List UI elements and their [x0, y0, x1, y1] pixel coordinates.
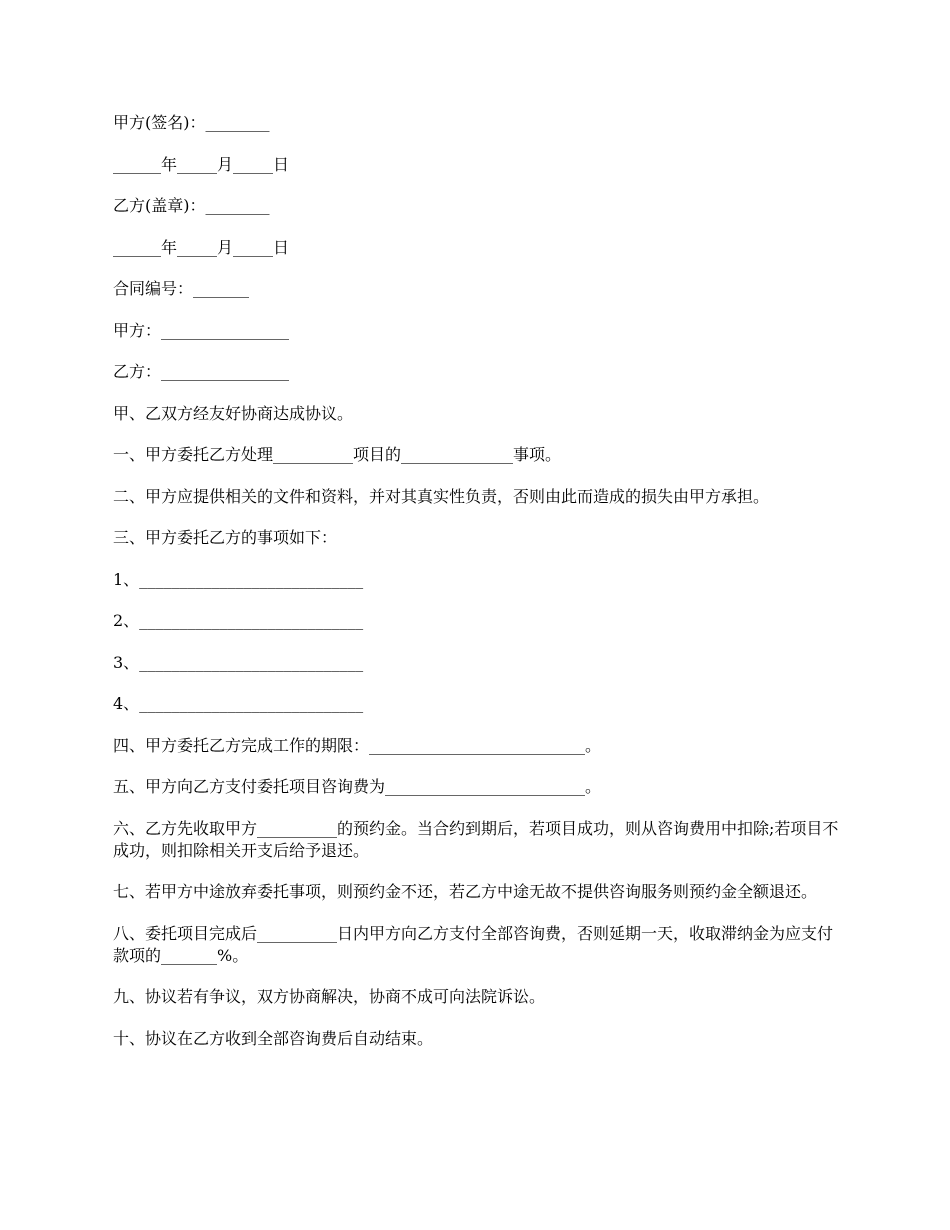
- clause-1: 一、甲方委托乙方处理__________项目的______________事项。: [113, 445, 562, 464]
- clause-7: 七、若甲方中途放弃委托事项，则预约金不还，若乙方中途无故不提供咨询服务则预约金全额退还。: [113, 882, 818, 901]
- document-page: [113, 112, 843, 1069]
- clause-8: 八、委托项目完成后__________日内甲方向乙方支付全部咨询费，否则延期一天，收取滞纳金为应支付款项的_______%。: [113, 923, 834, 965]
- clause-5: 五、甲方向乙方支付委托项目咨询费为_________________________。: [113, 777, 602, 796]
- clause-2: 二、甲方应提供相关的文件和资料，并对其真实性负责，否则由此而造成的损失由甲方承担。: [113, 486, 770, 506]
- clause-3: 三、甲方委托乙方的事项如下：: [113, 528, 338, 547]
- party-b-line: 乙方：________________: [113, 362, 290, 381]
- clause-4: 四、甲方委托乙方完成工作的期限：___________________________。: [113, 735, 602, 755]
- party-a-line: 甲方：________________: [113, 320, 290, 340]
- party-a-date-line: ______年_____月_____日: [113, 154, 290, 174]
- clause-10: 十、协议在乙方收到全部咨询费后自动结束。: [113, 1028, 434, 1048]
- clause-3-item-1: 1、____________________________: [113, 569, 364, 589]
- clause-6: 六、乙方先收取甲方__________的预约金。当合约到期后，若项目成功，则从咨询费用中扣除;若项目不成功，则扣除相关开支后给予退还。: [113, 818, 839, 860]
- party-b-date-line: ______年_____月_____日: [113, 237, 290, 257]
- clause-9: 九、协议若有争议，双方协商解决，协商不成可向法院诉讼。: [113, 987, 546, 1006]
- contract-number-line: 合同编号：_______: [113, 279, 250, 298]
- clause-3-item-4: 4、____________________________: [113, 694, 364, 713]
- agreement-intro: 甲、乙双方经友好协商达成协议。: [113, 403, 354, 423]
- party-a-signature-line: 甲方(签名)：________: [113, 113, 270, 132]
- party-b-seal-line: 乙方(盖章)：________: [113, 196, 270, 215]
- clause-3-item-2: 2、____________________________: [113, 611, 364, 630]
- clause-3-item-3: 3、____________________________: [113, 652, 364, 672]
